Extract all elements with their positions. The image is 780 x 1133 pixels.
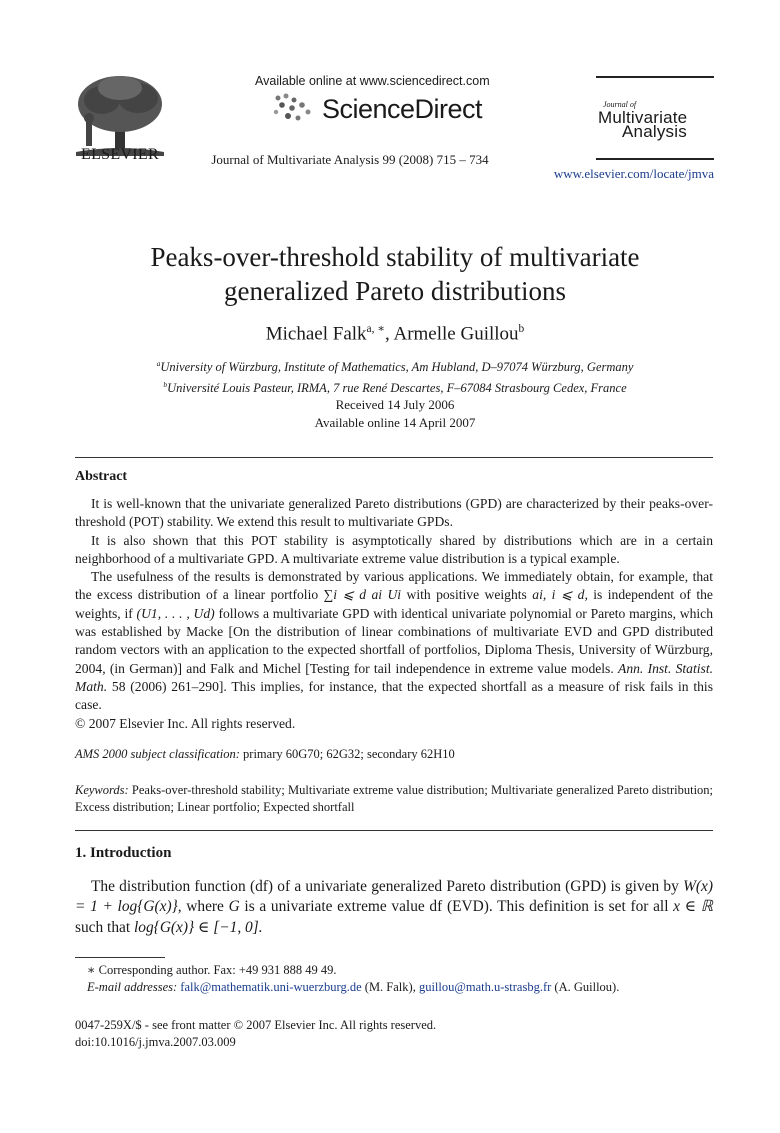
- abstract-heading: Abstract: [75, 469, 128, 484]
- author-1: Michael Falk: [265, 323, 367, 345]
- abstract-paragraph-1: It is well-known that the univariate generalized Pareto distributions (GPD) are characterized by their peaks-over-threshold (POT) stability. We extend this result to multivariate GPDs.: [75, 496, 713, 530]
- g-symbol: G: [228, 898, 240, 916]
- intro-paragraph-1: [75, 877, 713, 938]
- keywords-label: Keywords:: [75, 783, 129, 797]
- p3-text-b: with positive weights: [406, 587, 527, 603]
- abstract-paragraph-3: [75, 568, 713, 714]
- front-matter-info: [75, 1017, 713, 1050]
- author-2: Armelle Guillou: [393, 323, 519, 345]
- email-label: E-mail addresses:: [87, 979, 178, 994]
- p3-text-c: is independent of the weights, if: [75, 587, 713, 621]
- jmva-logo-line2: Analysis: [622, 122, 687, 141]
- email-owner-guillou: (A. Guillou).: [554, 979, 620, 994]
- sciencedirect-wordmark: ScienceDirect: [322, 94, 483, 124]
- article-title: [80, 240, 710, 308]
- email-addresses: [75, 979, 713, 996]
- title-line-1: Peaks-over-threshold stability of multivariate: [150, 242, 640, 272]
- available-date: Available online 14 April 2007: [314, 415, 476, 430]
- doi-line: doi:10.1016/j.jmva.2007.03.009: [75, 1034, 236, 1049]
- affiliation-b: [80, 376, 710, 397]
- jmva-logo-bottom-rule: [596, 158, 714, 160]
- email-link-guillou[interactable]: guillou@math.u-strasbg.fr: [418, 979, 552, 994]
- jmva-logo-small-text: Journal of: [603, 100, 637, 109]
- x-in-reals: x ∈ ℝ: [673, 898, 713, 916]
- affiliations: [80, 355, 710, 397]
- abstract-paragraph-2: It is also shown that this POT stability is asymptotically shared by distributions which are in a certain neighborhood of a multivariate GPD. A multivariate extreme value distribution is a typical example.: [75, 532, 713, 566]
- title-line-2: generalized Pareto distributions: [224, 276, 566, 306]
- sciencedirect-dots-icon: [270, 92, 320, 124]
- email-link-falk[interactable]: falk@mathematik.uni-wuerzburg.de: [180, 979, 362, 994]
- cited-journal: Ann. Inst. Statist. Math.: [75, 660, 713, 694]
- article-dates: [80, 396, 710, 432]
- affiliation-a-text: University of Würzburg, Institute of Mathematics, Am Hubland, D–97074 Würzburg, Germany: [160, 360, 634, 375]
- vector-formula: (U1, . . . , Ud): [136, 605, 215, 621]
- jmva-logo-line1: Multivariate: [598, 108, 688, 127]
- footnotes: [75, 962, 713, 995]
- author-2-marks[interactable]: b: [518, 323, 525, 335]
- weights-formula: ai, i ⩽ d,: [532, 587, 588, 603]
- abstract-body: [75, 495, 713, 733]
- gpd-formula: W(x) = 1 + log{G(x)},: [75, 878, 713, 916]
- intro-text-2: where: [186, 898, 224, 916]
- ams-classification: [75, 747, 713, 762]
- issn-line: 0047-259X/$ - see front matter © 2007 Elsevier Inc. All rights reserved.: [75, 1018, 437, 1032]
- ams-value: primary 60G70; 62G32; secondary 62H10: [243, 747, 455, 761]
- log-g-interval: log{G(x)} ∈ [−1, 0].: [134, 918, 263, 936]
- keywords-value: Peaks-over-threshold stability; Multivariate extreme value distribution; Multivariate generalized Pareto distribution; Excess distribution; Linear portfolio; Expected shortfall: [75, 783, 714, 814]
- section-heading-introduction: 1. Introduction: [75, 845, 172, 861]
- jmva-logo-top-rule: [596, 76, 714, 78]
- journal-url-link[interactable]: www.elsevier.com/locate/jmva: [553, 166, 714, 181]
- publisher-name: ELSEVIER: [81, 146, 159, 163]
- available-online-text: Available online at www.sciencedirect.com: [255, 74, 490, 88]
- portfolio-sum-formula: ∑i ⩽ d ai Ui: [323, 587, 402, 603]
- affiliation-b-text: Université Louis Pasteur, IRMA, 7 rue René Descartes, F–67084 Strasbourg Cedex, France: [167, 381, 627, 396]
- intro-text-4: such that: [75, 918, 131, 936]
- intro-text-3: is a univariate extreme value df (EVD). This definition is set for all: [244, 898, 669, 916]
- introduction-body: [75, 877, 713, 938]
- keywords-bottom-rule: [75, 830, 713, 831]
- corresponding-author-note: ∗ Corresponding author. Fax: +49 931 888 49 49.: [87, 963, 337, 977]
- abstract-top-rule: [75, 457, 713, 458]
- intro-text-1: The distribution function (df) of a univariate generalized Pareto distribution (GPD) is given by: [91, 878, 679, 895]
- p3-text-d: follows a multivariate GPD with identical univariate polynomial or Pareto margins, which was established by Macke [On the distribution of linear combinations of multivariate EVD and GPD distributed random vectors with an application to the expected shortfall of portfolios, Diploma Thesis, University of Würzburg, 2004, (in German)] and Falk and Michel [Testing for tail independence in extreme value models.: [75, 605, 714, 676]
- author-list: [80, 321, 710, 345]
- footnote-rule: [75, 957, 165, 958]
- email-owner-falk: (M. Falk),: [364, 979, 416, 994]
- author-1-marks[interactable]: a, ∗: [366, 323, 386, 335]
- author-separator: ,: [385, 323, 394, 345]
- p3-text-e: 58 (2006) 261–290]. This implies, for instance, that the expected shortfall as a measure of risk fails in this case.: [75, 678, 714, 713]
- affiliation-a-mark: a: [156, 359, 161, 368]
- affiliation-b-mark: b: [163, 380, 168, 390]
- keywords: [75, 782, 713, 815]
- received-date: Received 14 July 2006: [335, 397, 455, 412]
- ams-label: AMS 2000 subject classification:: [75, 747, 240, 761]
- journal-reference: Journal of Multivariate Analysis 99 (2008) 715 – 734: [211, 152, 489, 167]
- affiliation-a: [80, 355, 710, 376]
- abstract-copyright: © 2007 Elsevier Inc. All rights reserved.: [75, 715, 296, 731]
- p3-text-a: The usefulness of the results is demonstrated by various applications. We immediately obtain, for example, that the excess distribution of a linear portfolio: [75, 569, 713, 603]
